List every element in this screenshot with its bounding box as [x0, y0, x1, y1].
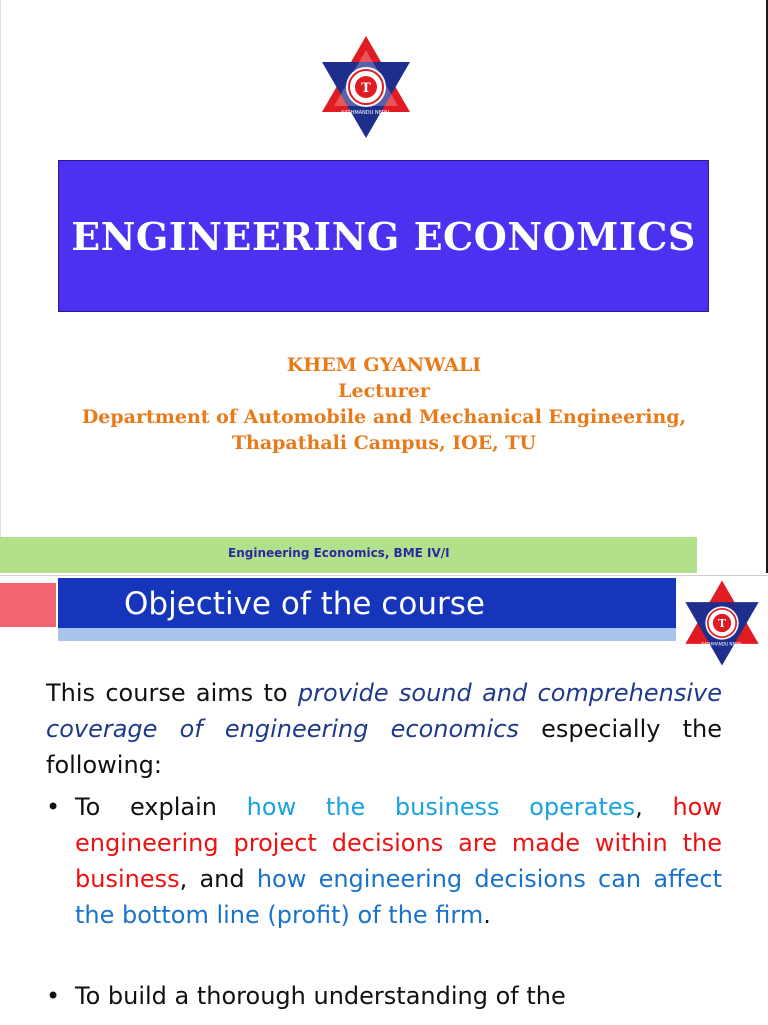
bullet-list	[46, 789, 722, 933]
intro-tail: especially the following:	[46, 715, 722, 779]
intro-lead: This course aims to	[46, 679, 288, 707]
intro-paragraph	[46, 675, 722, 783]
bullet-end: .	[483, 901, 491, 929]
logo-lettering: KATHMANDU NEPAL	[701, 641, 743, 647]
accent-bar	[0, 583, 56, 627]
list-item	[46, 789, 722, 933]
slide-heading: Objective of the course	[124, 586, 485, 622]
presentation-title: ENGINEERING ECONOMICS	[71, 213, 696, 259]
department: Department of Automobile and Mechanical Engineering,	[81, 406, 687, 428]
list-item	[46, 978, 722, 1014]
footer-text: Engineering Economics, BME IV/I	[228, 546, 450, 560]
intro-emphasis: provide sound and comprehensive coverage of engineering economics	[46, 679, 722, 743]
author-block	[0, 352, 768, 456]
campus: Thapathali Campus, IOE, TU	[231, 432, 537, 454]
university-logo-small	[682, 578, 762, 668]
slide-border	[0, 0, 1, 573]
title-banner	[58, 160, 709, 312]
author-role: Lecturer	[338, 380, 430, 402]
bullet-highlight-cyan: how the business operates	[246, 793, 636, 821]
bullet-text: To explain	[75, 793, 217, 821]
author-name: KHEM GYANWALI	[286, 354, 482, 376]
heading-banner	[58, 578, 676, 628]
svg-text:T: T	[717, 617, 727, 631]
bullet-punct: ,	[635, 793, 643, 821]
bullet-icon: •	[46, 982, 61, 1010]
university-logo	[318, 34, 414, 140]
bullet-connector: , and	[179, 865, 245, 893]
bullet-text: To build a thorough understanding of the	[75, 982, 566, 1010]
objective-slide	[0, 575, 768, 1025]
bullet-icon: •	[46, 793, 61, 821]
heading-underline	[58, 628, 676, 641]
bullet-highlight-red: how engineering project decisions are made within the business	[75, 793, 722, 893]
bullet-list-2	[46, 978, 722, 1014]
svg-text:T: T	[361, 81, 371, 96]
bullet-highlight-blue: how engineering decisions can affect the bottom line (profit) of the firm	[75, 865, 722, 929]
logo-lettering: KATHMANDU NEPAL	[341, 110, 391, 116]
